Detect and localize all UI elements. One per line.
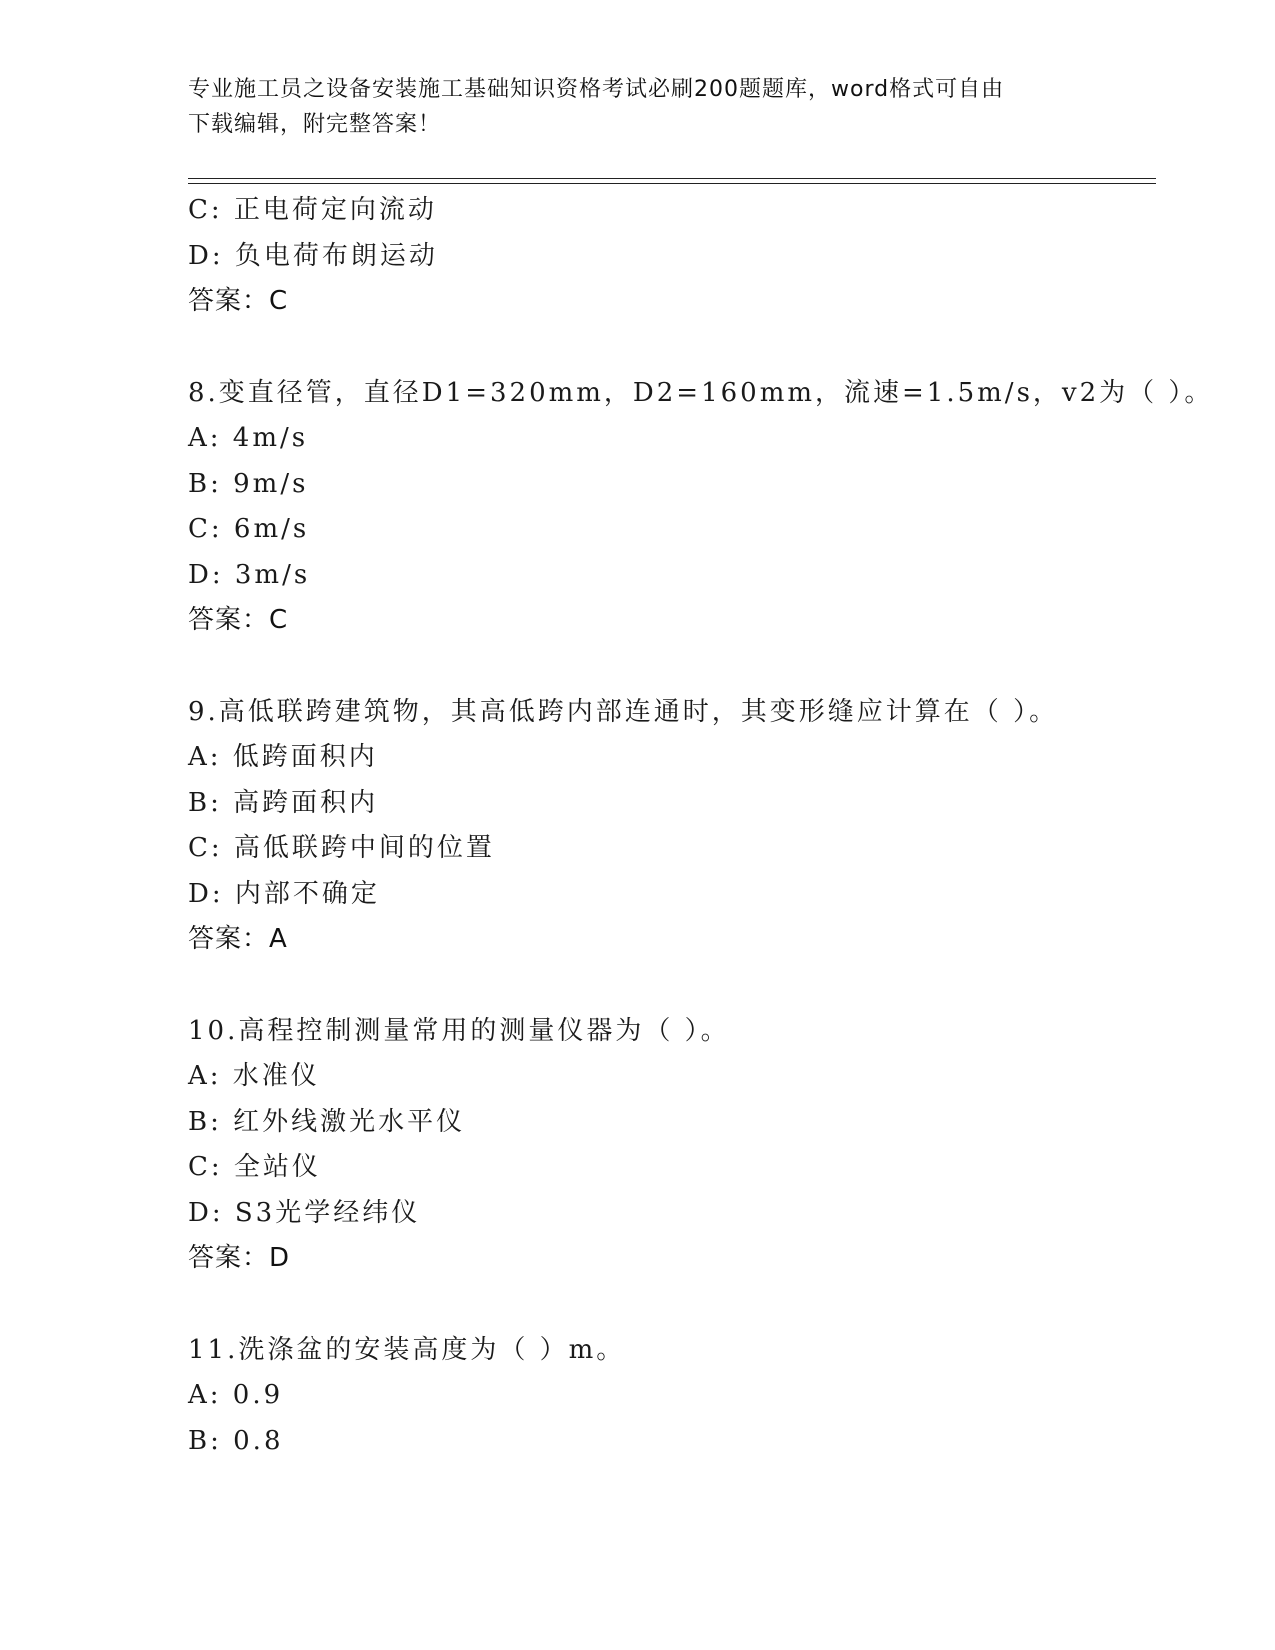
option-b: B: 0.8 (188, 1425, 284, 1456)
header-line-2: 下载编辑，附完整答案！ (188, 112, 442, 137)
option-a: A: 水准仪 (188, 1061, 320, 1091)
answer-line: 答案：A (188, 924, 288, 954)
question-block-7 (188, 188, 1148, 325)
option-d: D: S3光学经纬仪 (188, 1197, 421, 1228)
question-block-11 (188, 1328, 1148, 1465)
question-block-8 (188, 371, 1214, 644)
answer-line: 答案：C (188, 605, 289, 635)
answer-line: 答案：C (188, 286, 289, 316)
header-divider-top (188, 178, 1156, 179)
option-c: C: 高低联跨中间的位置 (188, 833, 495, 863)
spacer (188, 1282, 1148, 1328)
option-d: D: 3m/s (188, 559, 311, 590)
option-d: D: 负电荷布朗运动 (188, 240, 438, 271)
spacer (188, 325, 1148, 371)
question-block-9 (188, 690, 1148, 963)
answer-line: 答案：D (188, 1243, 291, 1273)
option-a: A: 4m/s (188, 423, 309, 453)
header-divider-bottom (188, 183, 1156, 184)
option-b: B: 9m/s (188, 468, 309, 499)
option-c: C: 正电荷定向流动 (188, 195, 437, 225)
question-text: 8.变直径管，直径D1=320mm，D2=160mm，流速=1.5m/s，v2为（ ）。 (188, 377, 1214, 408)
header-line-1: 专业施工员之设备安装施工基础知识资格考试必刷200题题库，word格式可自由 (188, 77, 1005, 102)
option-b: B: 高跨面积内 (188, 787, 379, 818)
question-list (188, 188, 1214, 1464)
spacer (188, 644, 1148, 690)
question-text: 11.洗涤盆的安装高度为（ ）m。 (188, 1334, 626, 1365)
document-header (188, 72, 1068, 142)
question-text: 9.高低联跨建筑物，其高低跨内部连通时，其变形缝应计算在（ ）。 (188, 696, 1059, 727)
option-c: C: 全站仪 (188, 1152, 321, 1182)
option-a: A: 0.9 (188, 1380, 284, 1410)
option-c: C: 6m/s (188, 514, 310, 544)
question-text: 10.高程控制测量常用的测量仪器为（ ）。 (188, 1015, 730, 1046)
option-a: A: 低跨面积内 (188, 742, 378, 772)
spacer (188, 963, 1148, 1009)
option-d: D: 内部不确定 (188, 878, 380, 909)
option-b: B: 红外线激光水平仪 (188, 1106, 466, 1137)
question-block-10 (188, 1009, 1148, 1282)
